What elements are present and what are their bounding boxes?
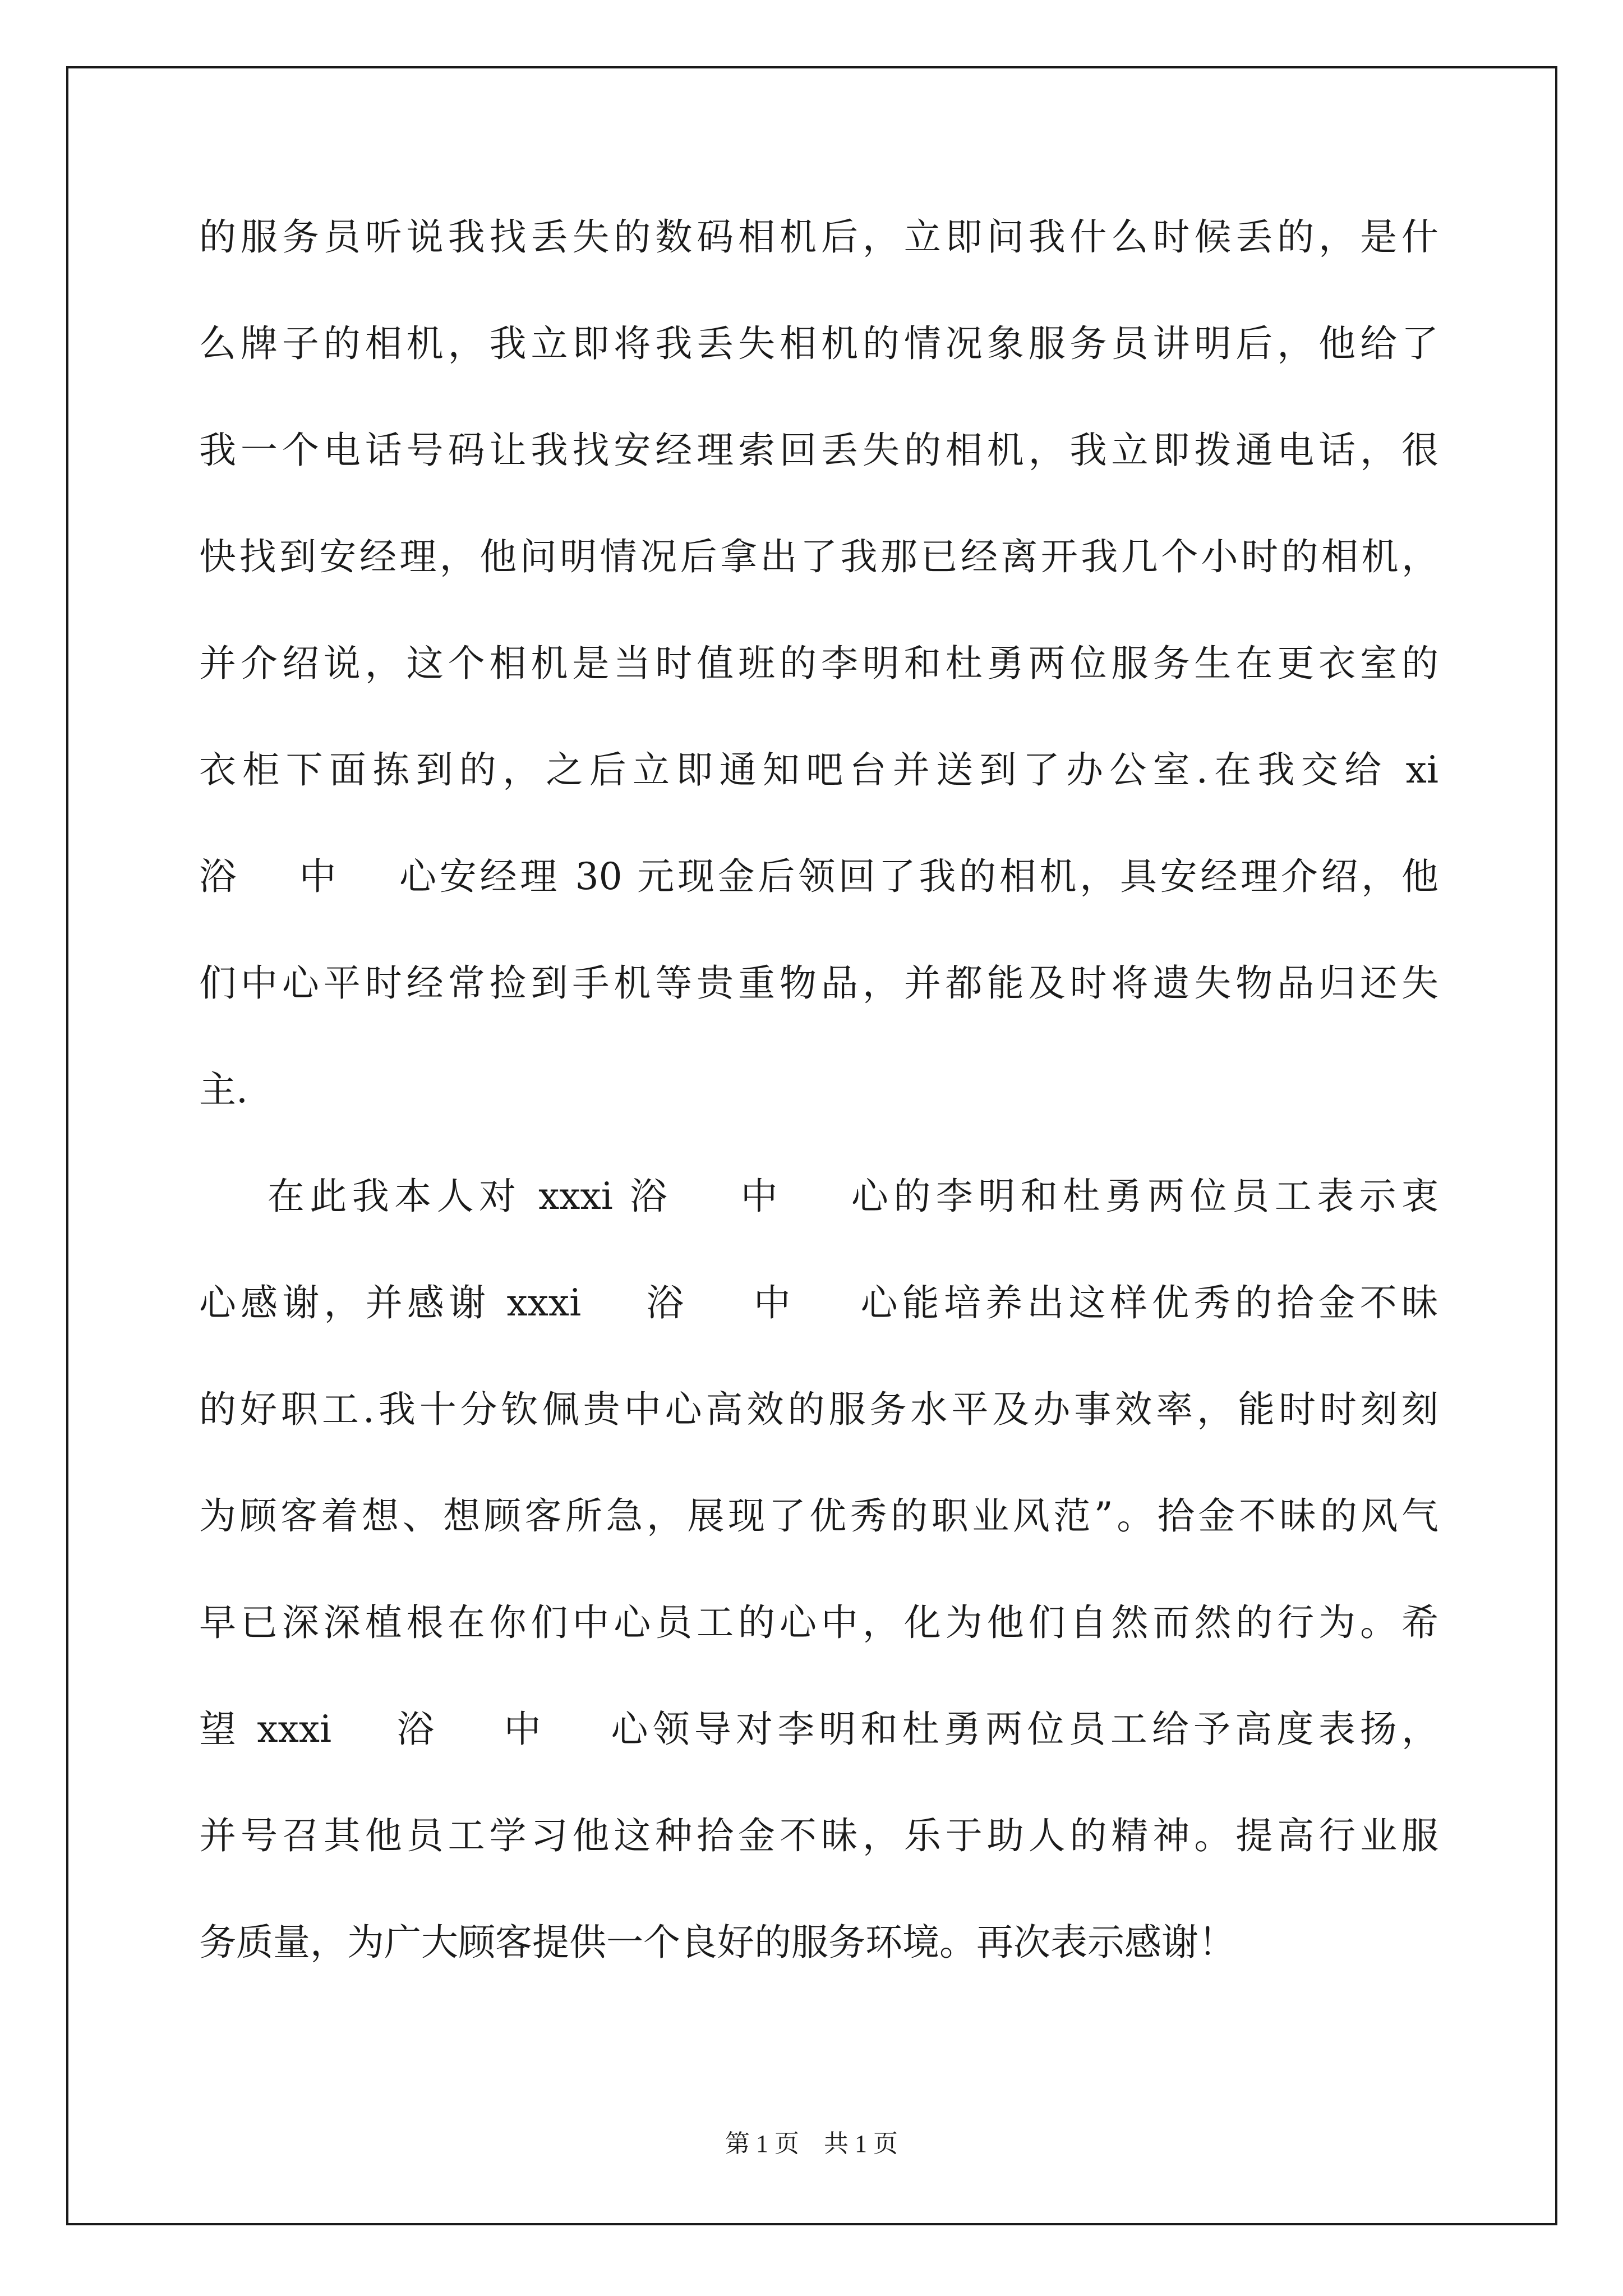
page-number-footer: 第 1 页 共 1 页: [725, 2130, 898, 2157]
text-line: 么牌子的相机，我立即将我丢失相机的情况象服务员讲明后，他给了: [199, 322, 1438, 365]
text-line: 并号召其他员工学习他这种拾金不昧，乐于助人的精神。提高行业服: [199, 1814, 1438, 1857]
text-line: 的服务员听说我找丢失的数码相机后，立即问我什么时候丢的，是什: [199, 215, 1438, 259]
text-line: 并介绍说，这个相机是当时值班的李明和杜勇两位服务生在更衣室的: [199, 642, 1438, 685]
text-line: 望 xxxi 浴 中 心领导对李明和杜勇两位员工给予高度表扬，: [199, 1708, 1438, 1751]
text-line: 在此我本人对 xxxi 浴 中 心的李明和杜勇两位员工表示衷: [199, 1175, 1438, 1218]
page-border: [66, 66, 1557, 2225]
text-line: 早已深深植根在你们中心员工的心中，化为他们自然而然的行为。希: [199, 1601, 1438, 1644]
text-line: 衣柜下面拣到的，之后立即通知吧台并送到了办公室.在我交给 xi: [199, 748, 1438, 792]
text-line: 心感谢，并感谢 xxxi 浴 中 心能培养出这样优秀的拾金不昧: [199, 1281, 1438, 1324]
text-line: 我一个电话号码让我找安经理索回丢失的相机，我立即拨通电话，很: [199, 429, 1438, 472]
text-line: 的好职工.我十分钦佩贵中心高效的服务水平及办事效率，能时时刻刻: [199, 1388, 1438, 1431]
text-line: 务质量，为广大顾客提供一个良好的服务环境。再次表示感谢！: [199, 1921, 1235, 1964]
text-line: 主.: [199, 1068, 248, 1111]
text-line: 为顾客着想、想顾客所急，展现了优秀的职业风范”。拾金不昧的风气: [199, 1494, 1438, 1538]
text-line: 们中心平时经常捡到手机等贵重物品，并都能及时将遗失物品归还失: [199, 961, 1438, 1005]
text-line: 快找到安经理，他问明情况后拿出了我那已经离开我几个小时的相机，: [199, 535, 1438, 578]
text-line: 浴 中 心安经理 30 元现金后领回了我的相机，具安经理介绍，他: [199, 855, 1438, 898]
